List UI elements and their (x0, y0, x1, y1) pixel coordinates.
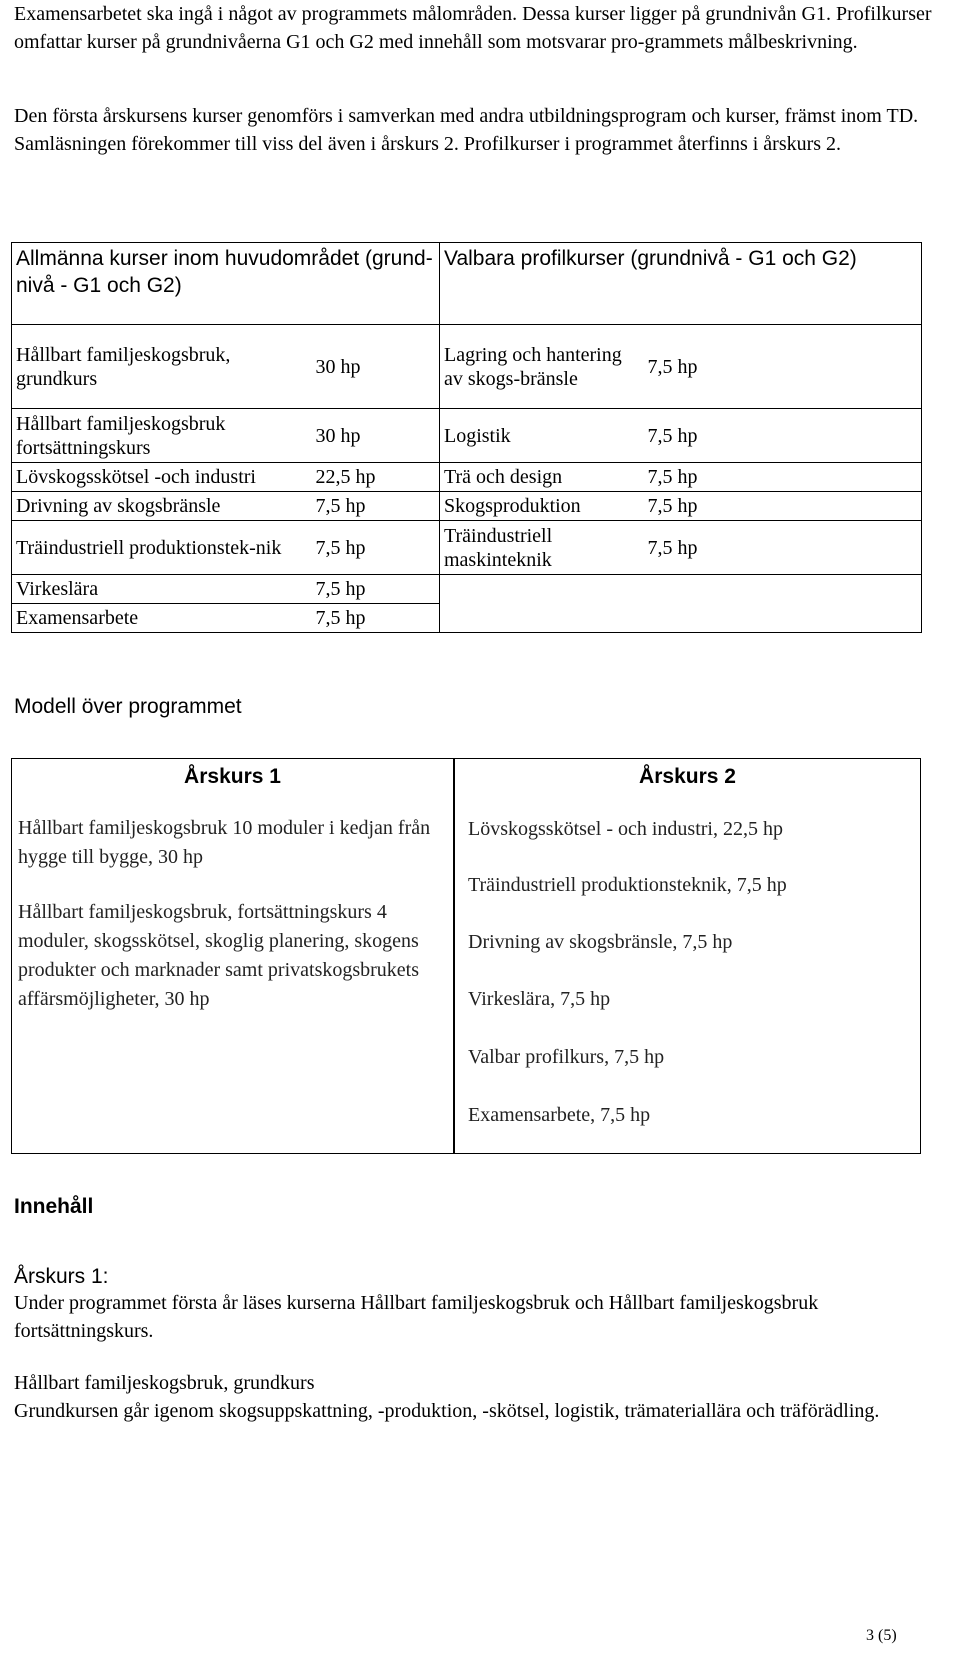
content-heading: Innehåll (14, 1195, 94, 1218)
course-credits: 7,5 hp (312, 521, 440, 575)
year-1-course: Hållbart familjeskogsbruk 10 moduler i kedjan från hygge till bygge, 30 hp (18, 817, 431, 868)
course-name: Hållbart familjeskogsbruk fortsättningskurs (12, 409, 312, 463)
year-1-description: Under programmet första år läses kurserna Hållbart familjeskogsbruk och Hållbart familjeskogsbruk fortsättningskurs. (14, 1292, 819, 1342)
table-row (12, 492, 922, 521)
course-name: Virkeslära (12, 575, 312, 604)
course-name: Träindustriell produktionstek-nik (12, 521, 312, 575)
elective-credits: 7,5 hp (644, 409, 922, 463)
elective-credits: 7,5 hp (644, 521, 922, 575)
year-1-label: Årskurs 1: (14, 1265, 109, 1288)
program-model-box (11, 758, 921, 1154)
course-title: Hållbart familjeskogsbruk, grundkurs (14, 1372, 315, 1394)
course-name: Lövskogsskötsel -och industri (12, 463, 312, 492)
year-2-course: Lövskogsskötsel - och industri, 22,5 hp (468, 818, 783, 840)
elective-name: Skogsproduktion (440, 492, 644, 521)
course-name: Examensarbete (12, 604, 312, 633)
table-row (12, 575, 922, 604)
course-credits: 30 hp (312, 409, 440, 463)
elective-courses-header: Valbara profilkurser (grundnivå - G1 och G2) (440, 243, 922, 325)
course-credits: 22,5 hp (312, 463, 440, 492)
year-2-course: Examensarbete, 7,5 hp (468, 1104, 651, 1126)
empty-elective-cell (440, 575, 922, 633)
course-table (11, 242, 922, 633)
course-name: Hållbart familjeskogsbruk, grundkurs (12, 325, 312, 409)
elective-name: Trä och design (440, 463, 644, 492)
intro-paragraph-1: Examensarbetet ska ingå i något av programmets målområden. Dessa kurser ligger på grundnivån G1. Profilkurser omfattar kurser på grundnivåerna G1 och G2 med innehåll som motsvarar pro-grammets målbeskrivning. (14, 3, 932, 53)
elective-name: Lagring och hantering av skogs-bränsle (440, 325, 644, 409)
elective-credits: 7,5 hp (644, 492, 922, 521)
general-courses-header: Allmänna kurser inom huvudområdet (grund-nivå - G1 och G2) (12, 243, 440, 325)
table-row (12, 521, 922, 575)
year-2-course: Träindustriell produktionsteknik, 7,5 hp (468, 874, 787, 896)
intro-paragraph-2: Den första årskursens kurser genomförs i samverkan med andra utbildningsprogram och kurser, främst inom TD. Samläsningen förekommer till viss del även i årskurs 2. Profilkurser i programmet återfinns i årskurs 2. (14, 105, 919, 155)
year-1-course: Hållbart familjeskogsbruk, fortsättningskurs 4 moduler, skogsskötsel, skoglig planering, skogens produkter och marknader samt privatskogsbrukets affärsmöjligheter, 30 hp (18, 901, 420, 1010)
year-2-course: Virkeslära, 7,5 hp (468, 988, 611, 1010)
year-1-title: Årskurs 1 (184, 765, 281, 788)
course-credits: 7,5 hp (312, 492, 440, 521)
table-row (12, 325, 922, 409)
table-row (12, 409, 922, 463)
model-heading: Modell över programmet (14, 695, 242, 718)
year-2-course: Valbar profilkurs, 7,5 hp (468, 1046, 665, 1068)
elective-name: Logistik (440, 409, 644, 463)
column-divider (453, 759, 455, 1153)
elective-credits: 7,5 hp (644, 463, 922, 492)
course-credits: 7,5 hp (312, 604, 440, 633)
page-number: 3 (5) (866, 1627, 897, 1644)
year-2-course: Drivning av skogsbränsle, 7,5 hp (468, 931, 733, 953)
course-description: Grundkursen går igenom skogsuppskattning, -produktion, -skötsel, logistik, trämateriallära och träförädling. (14, 1400, 880, 1422)
course-credits: 7,5 hp (312, 575, 440, 604)
course-credits: 30 hp (312, 325, 440, 409)
table-row (12, 463, 922, 492)
course-name: Drivning av skogsbränsle (12, 492, 312, 521)
elective-name: Träindustriell maskinteknik (440, 521, 644, 575)
elective-credits: 7,5 hp (644, 325, 922, 409)
year-2-title: Årskurs 2 (639, 765, 736, 788)
course-table-header-row (12, 243, 922, 325)
